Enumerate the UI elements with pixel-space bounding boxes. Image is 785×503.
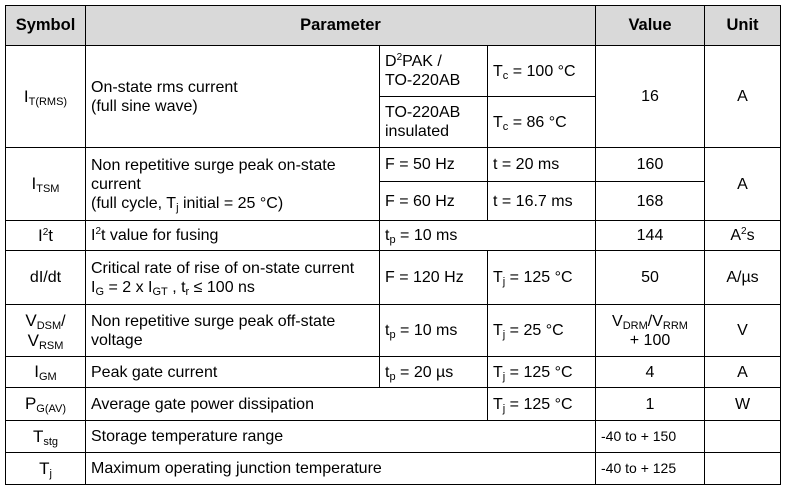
package-d2pak: $D^2PAK$ / TO-220AB [380,46,488,97]
param-didt: Critical rate of rise of on-state current $I_G = 2$ x $I_{GT}$ , $t_r \le 100$ ns [86,251,380,305]
table-row [6,221,781,251]
absolute-ratings-table [5,5,781,485]
table-row [6,305,781,357]
cond-vdsm: $T_j = 25$ °C [488,305,596,357]
cond-didt: $T_j = 125$ °C [488,251,596,305]
symbol-i2t: $I^2t$ [6,221,86,251]
symbol-itrms: $I_{T(RMS)}$ [6,46,86,148]
cond-igm: $T_j = 125$ °C [488,357,596,388]
value-tstg: -40 to + 150 [596,421,705,453]
param-pgav: Average gate power dissipation [86,388,488,421]
value-itsm-60hz: 168 [596,182,705,221]
param-tj: Maximum operating junction temperature [86,453,596,485]
header-parameter: Parameter [86,6,596,46]
value-itsm-50hz: 160 [596,148,705,182]
symbol-vdsm-vrsm: $V_{DSM}/$ $V_{RSM}$ [6,305,86,357]
unit-itrms: A [705,46,781,148]
table-row [6,251,781,305]
header-value: Value [596,6,705,46]
header-unit: Unit [705,6,781,46]
value-itrms: 16 [596,46,705,148]
cond-pgav: $T_j = 125$ °C [488,388,596,421]
symbol-pgav: $P_{G(AV)}$ [6,388,86,421]
unit-igm: A [705,357,781,388]
header-row [6,6,781,46]
param-i2t: $I^2t$ value for fusing [86,221,380,251]
cond-i2t: $t_p = 10$ ms [380,221,596,251]
param-igm: Peak gate current [86,357,380,388]
symbol-tstg: $T_{stg}$ [6,421,86,453]
unit-i2t: $A^2s$ [705,221,781,251]
value-tj: -40 to + 125 [596,453,705,485]
unit-vdsm: V [705,305,781,357]
param-tstg: Storage temperature range [86,421,596,453]
unit-itsm: A [705,148,781,221]
param-itrms: On-state rms current (full sine wave) [86,46,380,148]
symbol-itsm: $I_{TSM}$ [6,148,86,221]
tp-igm: $t_p = 20$ µs [380,357,488,388]
symbol-tj: $T_j$ [6,453,86,485]
header-symbol: Symbol [6,6,86,46]
table-row [6,357,781,388]
package-to220ab-insulated: TO-220AB insulated [380,97,488,148]
cond-tc-86: $T_c = 86$ °C [488,97,596,148]
table-row [6,148,781,182]
table-row [6,388,781,421]
value-pgav: 1 [596,388,705,421]
time-20ms: t = 20 ms [488,148,596,182]
table-row [6,46,781,97]
table-row [6,453,781,485]
cond-tc-100: $T_c = 100$ °C [488,46,596,97]
value-i2t: 144 [596,221,705,251]
param-vdsm: Non repetitive surge peak off-state voltage [86,305,380,357]
unit-didt: A/µs [705,251,781,305]
tp-vdsm: $t_p = 10$ ms [380,305,488,357]
table-row [6,421,781,453]
freq-50hz: F = 50 Hz [380,148,488,182]
unit-pgav: W [705,388,781,421]
value-igm: 4 [596,357,705,388]
unit-tj [705,453,781,485]
value-vdsm: $V_{DRM}/V_{RRM}$ + 100 [596,305,705,357]
unit-tstg [705,421,781,453]
freq-60hz: F = 60 Hz [380,182,488,221]
freq-120hz: F = 120 Hz [380,251,488,305]
value-didt: 50 [596,251,705,305]
time-16-7ms: t = 16.7 ms [488,182,596,221]
param-itsm: Non repetitive surge peak on-state current (full cycle, $T_j$ initial = 25 °C) [86,148,380,221]
symbol-didt: dI/dt [6,251,86,305]
symbol-igm: $I_{GM}$ [6,357,86,388]
